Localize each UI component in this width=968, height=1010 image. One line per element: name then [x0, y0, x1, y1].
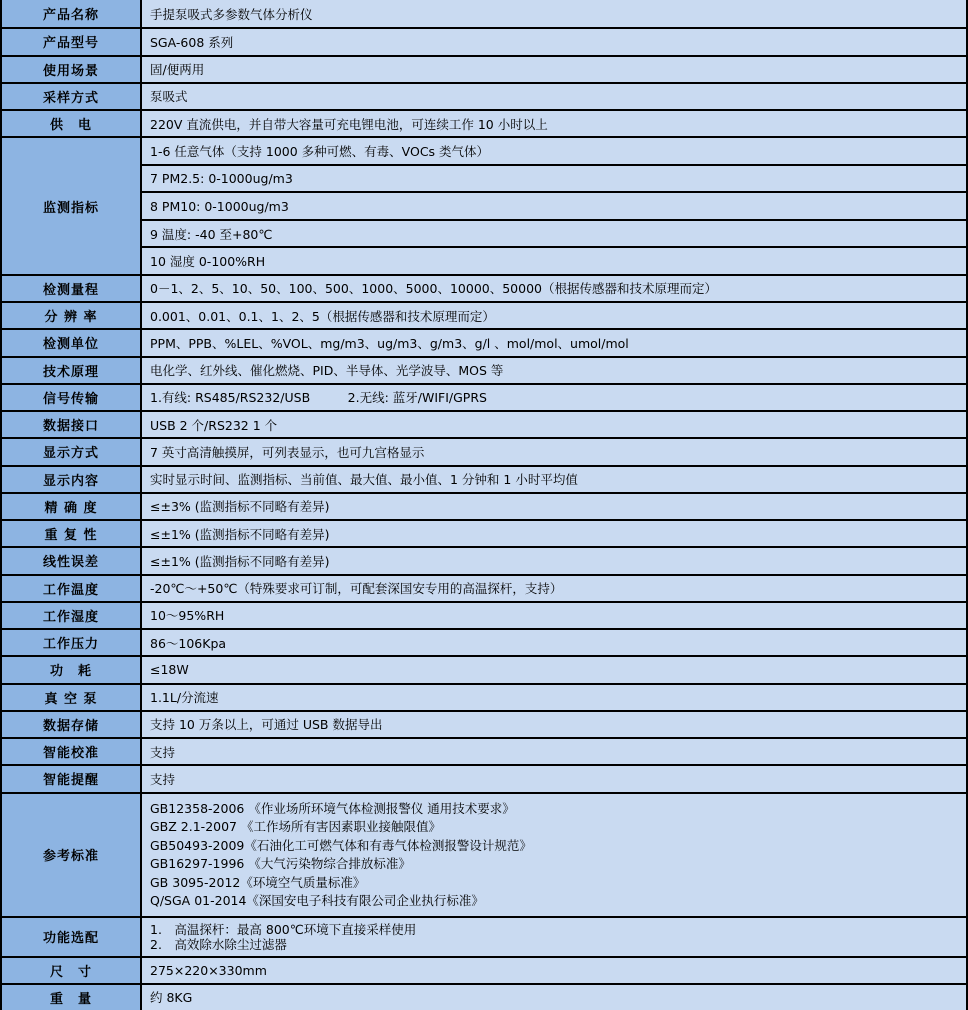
row-label: 重 复 性: [2, 521, 142, 546]
row-value: 0－1、2、5、10、50、100、500、1000、5000、10000、50000（根据传感器和技术原理而定）: [142, 276, 966, 301]
row-value: SGA-608 系列: [142, 29, 966, 54]
row-label: 智能提醒: [2, 766, 142, 791]
table-row-data-storage: [2, 710, 966, 737]
row-label: 工作温度: [2, 576, 142, 601]
row-value: ≤18W: [142, 657, 966, 682]
row-label: 功能选配: [2, 918, 142, 956]
row-label: 真 空 泵: [2, 685, 142, 710]
option-line: 2. 高效除水除尘过滤器: [150, 936, 287, 952]
row-value: PPM、PPB、%LEL、%VOL、mg/m3、ug/m3、g/m3、g/l 、mol/mol、umol/mol: [142, 330, 966, 355]
row-value: 支持 10 万条以上，可通过 USB 数据导出: [142, 712, 966, 737]
row-label: 技术原理: [2, 358, 142, 383]
subrow-value: 9 温度: -40 至+80℃: [142, 219, 966, 247]
subrow-value: 8 PM10: 0-1000ug/m3: [142, 191, 966, 219]
table-row-linearity-error: [2, 546, 966, 573]
row-value: ≤±1% (监测指标不同略有差异): [142, 521, 966, 546]
row-value: 7 英寸高清触摸屏，可列表显示，也可九宫格显示: [142, 439, 966, 464]
standard-line: GB16297-1996 《大气污染物综合排放标准》: [150, 856, 411, 872]
table-row-display-mode: [2, 437, 966, 464]
standard-line: GB 3095-2012《环境空气质量标准》: [150, 874, 366, 890]
table-row-optional-features: [2, 916, 966, 956]
row-value-multiline: [142, 918, 966, 956]
row-label: 尺 寸: [2, 958, 142, 983]
table-row-working-humidity: [2, 601, 966, 628]
row-label: 参考标准: [2, 794, 142, 916]
row-value: 实时显示时间、监测指标、当前值、最大值、最小值、1 分钟和 1 小时平均值: [142, 467, 966, 492]
table-row-accuracy: [2, 492, 966, 519]
table-row-detection-unit: [2, 328, 966, 355]
table-row-sampling-method: [2, 82, 966, 109]
table-row-product-model: [2, 27, 966, 54]
row-value: USB 2 个/RS232 1 个: [142, 412, 966, 437]
row-value: 手提泵吸式多参数气体分析仪: [142, 0, 966, 27]
standard-line: GBZ 2.1-2007 《工作场所有害因素职业接触限值》: [150, 819, 441, 835]
row-label: 数据接口: [2, 412, 142, 437]
row-label: 显示方式: [2, 439, 142, 464]
row-label: 智能校准: [2, 739, 142, 764]
standard-line: GB50493-2009《石油化工可燃气体和有毒气体检测报警设计规范》: [150, 837, 532, 853]
row-value: -20℃～+50℃（特殊要求可订制，可配套深国安专用的高温探杆，支持）: [142, 576, 966, 601]
table-row-repeatability: [2, 519, 966, 546]
row-value: 支持: [142, 766, 966, 791]
table-row-weight: [2, 983, 966, 1010]
row-value: 275×220×330mm: [142, 958, 966, 983]
row-value: 约 8KG: [142, 985, 966, 1010]
row-label: 采样方式: [2, 84, 142, 109]
standard-line: Q/SGA 01-2014《深国安电子科技有限公司企业执行标准》: [150, 893, 484, 909]
table-row-working-pressure: [2, 628, 966, 655]
row-value: 泵吸式: [142, 84, 966, 109]
table-row-smart-reminder: [2, 764, 966, 791]
table-row-working-temperature: [2, 574, 966, 601]
row-label: 检测单位: [2, 330, 142, 355]
standard-line: GB12358-2006 《作业场所环境气体检测报警仪 通用技术要求》: [150, 800, 515, 816]
row-label: 产品型号: [2, 29, 142, 54]
row-label: 使用场景: [2, 57, 142, 82]
table-row-product-name: [2, 0, 966, 27]
subrow-value: 10 湿度 0-100%RH: [142, 246, 966, 274]
table-row-signal-transmission: [2, 383, 966, 410]
row-label: 产品名称: [2, 0, 142, 27]
row-label: 精 确 度: [2, 494, 142, 519]
table-row-dimensions: [2, 956, 966, 983]
row-label: 功 耗: [2, 657, 142, 682]
table-row-data-interface: [2, 410, 966, 437]
table-row-detection-range: [2, 274, 966, 301]
row-label: 供 电: [2, 111, 142, 136]
row-label: 工作湿度: [2, 603, 142, 628]
row-value-multiline: [142, 794, 966, 916]
row-value: 支持: [142, 739, 966, 764]
row-label: 检测量程: [2, 276, 142, 301]
row-label: 监测指标: [2, 138, 142, 274]
row-value: 电化学、红外线、催化燃烧、PID、半导体、光学波导、MOS 等: [142, 358, 966, 383]
row-value: 1.1L/分流速: [142, 685, 966, 710]
table-row-reference-standards: [2, 792, 966, 916]
row-label: 分 辨 率: [2, 303, 142, 328]
table-row-vacuum-pump: [2, 683, 966, 710]
row-label: 信号传输: [2, 385, 142, 410]
row-value: ≤±1% (监测指标不同略有差异): [142, 548, 966, 573]
table-row-smart-calibration: [2, 737, 966, 764]
row-label: 重 量: [2, 985, 142, 1010]
subrow-value: 1-6 任意气体（支持 1000 多种可燃、有毒、VOCs 类气体）: [142, 138, 966, 164]
row-label: 线性误差: [2, 548, 142, 573]
subrow-value: 7 PM2.5: 0-1000ug/m3: [142, 164, 966, 192]
row-label: 工作压力: [2, 630, 142, 655]
table-row-monitoring-indicators: [2, 136, 966, 274]
row-value: 220V 直流供电，并自带大容量可充电锂电池，可连续工作 10 小时以上: [142, 111, 966, 136]
table-row-power-consumption: [2, 655, 966, 682]
option-line: 1. 高温探杆：最高 800℃环境下直接采样使用: [150, 921, 417, 937]
table-row-resolution: [2, 301, 966, 328]
row-value: 固/便两用: [142, 57, 966, 82]
row-value: 86～106Kpa: [142, 630, 966, 655]
row-value: 10～95%RH: [142, 603, 966, 628]
row-value: 1.有线: RS485/RS232/USB 2.无线: 蓝牙/WIFI/GPRS: [142, 385, 966, 410]
row-label: 数据存储: [2, 712, 142, 737]
table-row-technical-principle: [2, 356, 966, 383]
row-value: 0.001、0.01、0.1、1、2、5（根据传感器和技术原理而定）: [142, 303, 966, 328]
table-row-power-supply: [2, 109, 966, 136]
subrow-column: [142, 138, 966, 274]
row-label: 显示内容: [2, 467, 142, 492]
row-value: ≤±3% (监测指标不同略有差异): [142, 494, 966, 519]
table-row-usage-scene: [2, 55, 966, 82]
table-row-display-content: [2, 465, 966, 492]
